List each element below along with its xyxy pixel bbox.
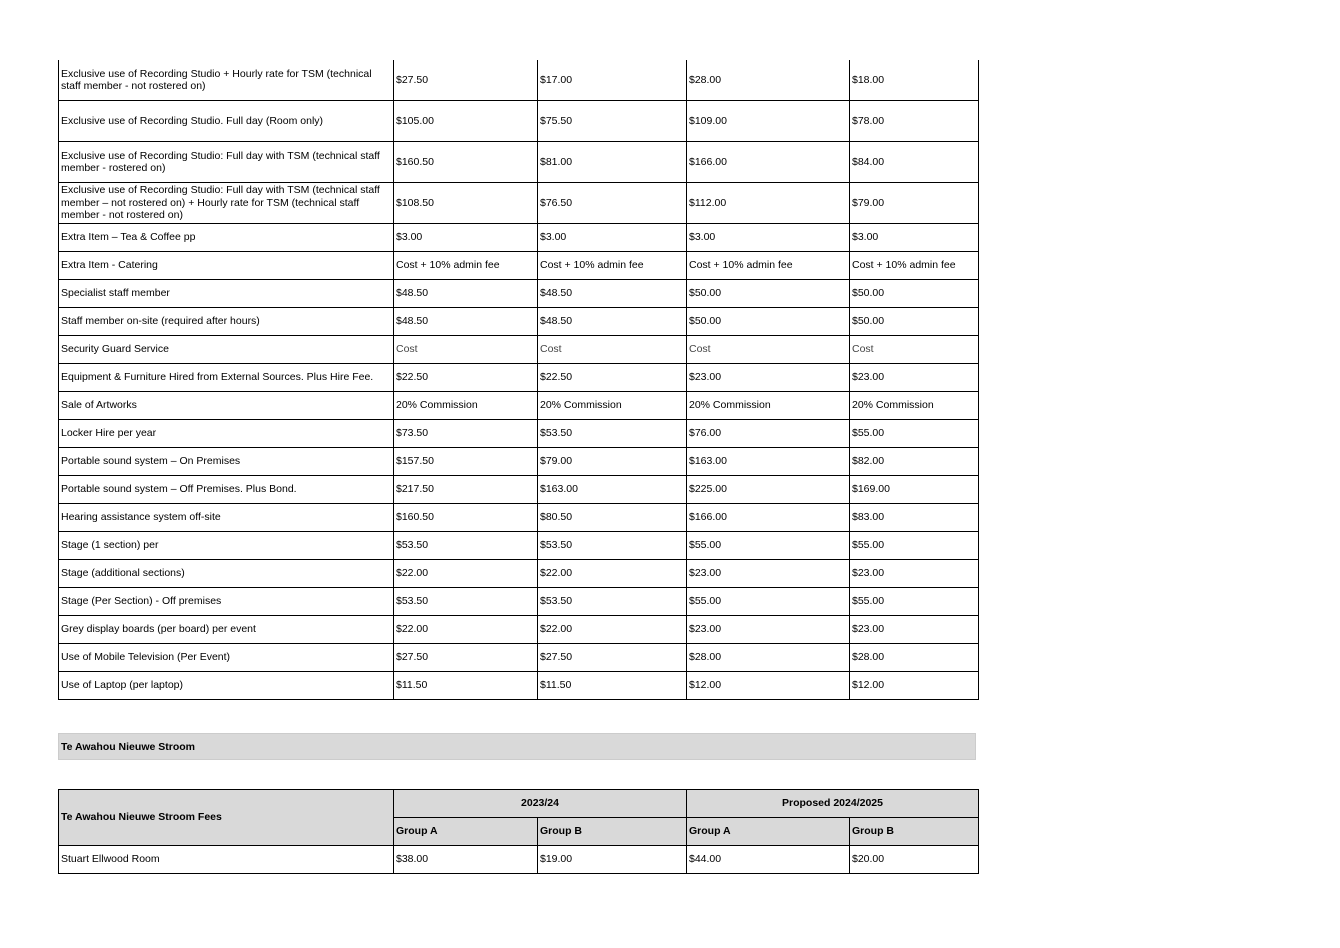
fee-item-label: Extra Item – Tea & Coffee pp: [59, 224, 394, 252]
period-current-header: 2023/24: [394, 790, 687, 818]
fee-value: $28.00: [687, 60, 850, 101]
fee-value: $23.00: [687, 364, 850, 392]
fee-value: $166.00: [687, 504, 850, 532]
fee-value: $22.00: [538, 616, 687, 644]
fee-value: 20% Commission: [850, 392, 979, 420]
fee-value: $3.00: [394, 224, 538, 252]
fee-value: $53.50: [538, 420, 687, 448]
fee-value: $83.00: [850, 504, 979, 532]
fee-value: $163.00: [687, 448, 850, 476]
group-b-header: Group B: [850, 818, 979, 846]
fee-value: $11.50: [538, 672, 687, 700]
table-row: [59, 364, 979, 392]
table-row: [59, 336, 979, 364]
fee-value: $23.00: [687, 560, 850, 588]
fee-value: $53.50: [394, 532, 538, 560]
fee-value: $22.00: [394, 616, 538, 644]
table-row: [59, 101, 979, 142]
fee-value: Cost + 10% admin fee: [850, 252, 979, 280]
table-row: [59, 504, 979, 532]
fee-value: $79.00: [850, 183, 979, 224]
fee-value: $50.00: [687, 308, 850, 336]
fee-item-label: Extra Item - Catering: [59, 252, 394, 280]
fee-item-label: Grey display boards (per board) per event: [59, 616, 394, 644]
fee-value: $55.00: [850, 532, 979, 560]
fee-value: $11.50: [394, 672, 538, 700]
fee-item-label: Use of Mobile Television (Per Event): [59, 644, 394, 672]
fee-item-label: Portable sound system – On Premises: [59, 448, 394, 476]
fee-value: $112.00: [687, 183, 850, 224]
fee-item-label: Locker Hire per year: [59, 420, 394, 448]
fee-value: $3.00: [538, 224, 687, 252]
fee-value: $84.00: [850, 142, 979, 183]
table-row: [59, 560, 979, 588]
table-row: [59, 224, 979, 252]
fee-value: $22.50: [394, 364, 538, 392]
fee-value: $23.00: [850, 616, 979, 644]
fee-value: Cost: [687, 336, 850, 364]
stroom-table-title: Te Awahou Nieuwe Stroom Fees: [59, 790, 394, 846]
stroom-header-row: [59, 790, 979, 818]
table-row: [59, 644, 979, 672]
fee-value: $50.00: [850, 308, 979, 336]
fee-item-label: Specialist staff member: [59, 280, 394, 308]
table-row: [59, 846, 979, 874]
table-row: [59, 476, 979, 504]
fee-value: $53.50: [394, 588, 538, 616]
table-row: [59, 183, 979, 224]
table-row: [59, 616, 979, 644]
fee-value: $55.00: [687, 588, 850, 616]
fee-value: $160.50: [394, 504, 538, 532]
fee-value: $169.00: [850, 476, 979, 504]
fee-value: $17.00: [538, 60, 687, 101]
period-proposed-header: Proposed 2024/2025: [687, 790, 979, 818]
fee-item-label: Use of Laptop (per laptop): [59, 672, 394, 700]
fee-value: $20.00: [850, 846, 979, 874]
fee-value: $75.50: [538, 101, 687, 142]
fee-value: $22.00: [394, 560, 538, 588]
fee-value: $53.50: [538, 532, 687, 560]
table-row: [59, 60, 979, 101]
fee-value: $44.00: [687, 846, 850, 874]
fee-value: 20% Commission: [394, 392, 538, 420]
table-row: [59, 448, 979, 476]
group-a-header: Group A: [394, 818, 538, 846]
fee-value: $109.00: [687, 101, 850, 142]
table-row: [59, 142, 979, 183]
fee-value: $105.00: [394, 101, 538, 142]
fee-value: $23.00: [850, 364, 979, 392]
table-row: [59, 308, 979, 336]
fee-item-label: Hearing assistance system off-site: [59, 504, 394, 532]
table-row: [59, 280, 979, 308]
fee-value: $22.00: [538, 560, 687, 588]
table-row: [59, 588, 979, 616]
fee-value: 20% Commission: [687, 392, 850, 420]
fee-item-label: Exclusive use of Recording Studio: Full day with TSM (technical staff member – not rostered on) + Hourly rate for TSM (technical staff member - not rostered on): [59, 183, 394, 224]
fee-value: Cost: [394, 336, 538, 364]
fees-table: [58, 60, 979, 700]
fee-value: $27.50: [394, 60, 538, 101]
fee-value: $78.00: [850, 101, 979, 142]
fee-value: $225.00: [687, 476, 850, 504]
fee-value: $3.00: [687, 224, 850, 252]
fee-value: $82.00: [850, 448, 979, 476]
fee-value: Cost + 10% admin fee: [538, 252, 687, 280]
fee-value: $28.00: [687, 644, 850, 672]
fee-value: $27.50: [394, 644, 538, 672]
fee-value: $108.50: [394, 183, 538, 224]
group-b-header: Group B: [538, 818, 687, 846]
fee-value: $12.00: [850, 672, 979, 700]
fee-value: $12.00: [687, 672, 850, 700]
fee-value: $73.50: [394, 420, 538, 448]
section-heading: Te Awahou Nieuwe Stroom: [58, 733, 976, 760]
table-row: [59, 532, 979, 560]
fee-item-label: Security Guard Service: [59, 336, 394, 364]
fee-value: 20% Commission: [538, 392, 687, 420]
fee-value: $27.50: [538, 644, 687, 672]
table-row: [59, 392, 979, 420]
fees-table-body: [59, 60, 979, 700]
fee-value: $48.50: [538, 280, 687, 308]
fee-value: $3.00: [850, 224, 979, 252]
fee-value: $166.00: [687, 142, 850, 183]
fee-value: $55.00: [687, 532, 850, 560]
fee-value: $19.00: [538, 846, 687, 874]
fee-value: $55.00: [850, 588, 979, 616]
fee-value: $217.50: [394, 476, 538, 504]
fee-item-label: Exclusive use of Recording Studio: Full day with TSM (technical staff member - rostered on): [59, 142, 394, 183]
fee-item-label: Stuart Ellwood Room: [59, 846, 394, 874]
fee-value: $23.00: [850, 560, 979, 588]
fee-value: Cost + 10% admin fee: [687, 252, 850, 280]
fee-value: Cost: [850, 336, 979, 364]
table-row: [59, 672, 979, 700]
fee-value: $81.00: [538, 142, 687, 183]
fee-value: $53.50: [538, 588, 687, 616]
fee-item-label: Stage (additional sections): [59, 560, 394, 588]
fee-value: $76.00: [687, 420, 850, 448]
table-row: [59, 420, 979, 448]
stroom-fees-table: [58, 789, 979, 874]
fee-value: $38.00: [394, 846, 538, 874]
fee-item-label: Exclusive use of Recording Studio. Full day (Room only): [59, 101, 394, 142]
fee-value: $22.50: [538, 364, 687, 392]
fee-item-label: Sale of Artworks: [59, 392, 394, 420]
fee-item-label: Staff member on-site (required after hours): [59, 308, 394, 336]
fee-value: Cost: [538, 336, 687, 364]
table-row: [59, 252, 979, 280]
fee-item-label: Stage (Per Section) - Off premises: [59, 588, 394, 616]
fee-value: $76.50: [538, 183, 687, 224]
fee-value: $18.00: [850, 60, 979, 101]
fee-value: $48.50: [394, 308, 538, 336]
fee-value: $28.00: [850, 644, 979, 672]
fee-item-label: Equipment & Furniture Hired from External Sources. Plus Hire Fee.: [59, 364, 394, 392]
fee-value: $48.50: [394, 280, 538, 308]
fee-value: $50.00: [687, 280, 850, 308]
fee-item-label: Stage (1 section) per: [59, 532, 394, 560]
fee-value: $48.50: [538, 308, 687, 336]
fee-value: $160.50: [394, 142, 538, 183]
fee-item-label: Exclusive use of Recording Studio + Hourly rate for TSM (technical staff member - not rostered on): [59, 60, 394, 101]
fee-value: $80.50: [538, 504, 687, 532]
fee-value: Cost + 10% admin fee: [394, 252, 538, 280]
group-a-header: Group A: [687, 818, 850, 846]
fee-item-label: Portable sound system – Off Premises. Plus Bond.: [59, 476, 394, 504]
fee-value: $55.00: [850, 420, 979, 448]
fee-value: $157.50: [394, 448, 538, 476]
fee-value: $23.00: [687, 616, 850, 644]
fee-value: $79.00: [538, 448, 687, 476]
fee-value: $163.00: [538, 476, 687, 504]
fee-value: $50.00: [850, 280, 979, 308]
